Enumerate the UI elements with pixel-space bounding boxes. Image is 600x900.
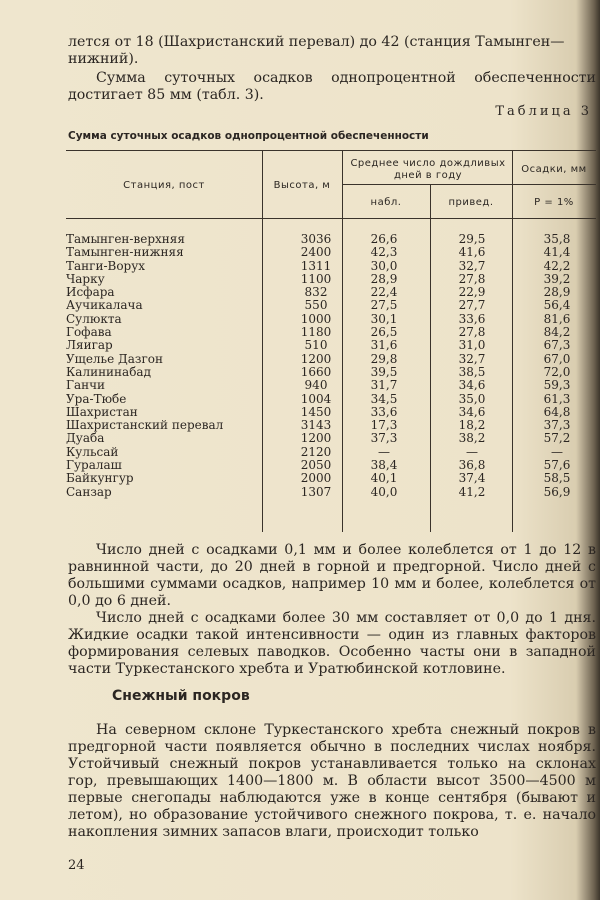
station-cell: Байкунгур (66, 471, 134, 486)
header-station: Станция, пост (123, 180, 205, 191)
station-cell: Калининабад (66, 364, 151, 379)
altitude-cell: 1311 (300, 258, 332, 273)
reduced-days-cell: 22,9 (458, 285, 486, 300)
reduced-days-cell: 34,6 (458, 378, 486, 393)
observed-days-cell: 29,8 (370, 351, 398, 366)
table-row (66, 326, 596, 339)
altitude-cell: 940 (304, 378, 328, 393)
station-cell: Ганчи (66, 378, 106, 393)
station-cell: Сулюкта (66, 311, 122, 326)
observed-days-cell: 34,5 (370, 391, 398, 406)
table-label: Таблица 3 (495, 104, 592, 119)
observed-days-cell: 42,3 (370, 245, 398, 260)
table-row (66, 246, 596, 259)
observed-days-cell: 40,1 (370, 471, 398, 486)
continued-text (68, 34, 596, 68)
precip-cell: 58,5 (543, 471, 571, 486)
reduced-days-cell: 33,6 (458, 311, 486, 326)
observed-days-cell: 38,4 (370, 458, 398, 473)
observed-days-cell: 17,3 (370, 418, 398, 433)
precip-cell: 42,2 (543, 258, 571, 273)
reduced-days-cell: 35,0 (458, 391, 486, 406)
observed-days-cell: 26,5 (370, 325, 398, 340)
precip-cell: 37,3 (543, 418, 571, 433)
paragraph-days-precip: Число дней с осадками 0,1 мм и более колеблется от 1 до 12 в равнинной части, до 20 дней в горной и предгорной. Число дней с большими суммами осадков, например 10 мм и более, колеблется от 0,0 до 6 дней. (68, 542, 596, 609)
altitude-cell: 510 (304, 338, 328, 353)
station-cell: Тамынген-верхняя (66, 232, 185, 246)
paragraph-snow-cover: На северном склоне Туркестанского хребта снежный покров в предгорной части появляется обычно в последних числах ноября. Устойчивый снежный покров устанавливается только на склонах гор, превышающих 1400—1800 м. В области высот 3500—4500 м первые снегопады наблюдаются уже в конце сентября (бывают и летом), но образование устойчивого снежного покрова, т. е. начало накопления зимних запасов влаги, происходит только (68, 722, 596, 840)
table-row (66, 419, 596, 432)
station-cell: Шахристан (66, 404, 138, 419)
reduced-days-cell: 36,8 (458, 458, 486, 473)
reduced-days-cell: 32,7 (458, 351, 486, 366)
precip-cell: 28,9 (543, 285, 571, 300)
header-precip: Осадки, мм (521, 164, 587, 175)
reduced-days-cell: 32,7 (458, 258, 486, 273)
continued-line-1: лется от 18 (Шахристанский перевал) до 42 (станция Тамынген— (68, 34, 565, 50)
precip-cell: 84,2 (543, 325, 571, 340)
table-top-rule (66, 150, 596, 151)
paragraph-heavy-precip: Число дней с осадками более 30 мм составляет от 0,0 до 1 дня. Жидкие осадки такой интенсивности — один из главных факторов формирования селевых паводков. Особенно часты они в западной части Туркестанского хребта и Уратюбинской котловине. (68, 610, 596, 677)
precip-cell: 61,3 (543, 391, 571, 406)
station-cell: Ущелье Дазгон (66, 351, 163, 366)
altitude-cell: 3143 (300, 418, 332, 433)
section-heading: Снежный покров (112, 688, 250, 704)
altitude-cell: 1004 (300, 391, 332, 406)
table-subheader-rule (342, 184, 596, 185)
altitude-cell: 1307 (300, 484, 332, 499)
reduced-days-cell: 31,0 (458, 338, 486, 353)
station-cell: Дуаба (66, 431, 105, 446)
paragraph-sum-precip: Сумма суточных осадков однопроцентной обеспеченности достигает 85 мм (табл. 3). (68, 70, 596, 103)
header-observed: набл. (370, 197, 402, 208)
altitude-cell: 832 (304, 285, 328, 300)
observed-days-cell: 31,7 (370, 378, 398, 393)
altitude-cell: 2400 (300, 245, 332, 260)
station-cell: Танги-Ворух (66, 258, 146, 273)
observed-days-cell: 31,6 (370, 338, 398, 353)
precip-cell: 67,0 (543, 351, 571, 366)
observed-days-cell: 39,5 (370, 364, 398, 379)
header-rainy-days: Среднее число дождливых дней в году (350, 158, 506, 181)
altitude-cell: 1450 (300, 404, 332, 419)
table-header-bottom-rule (66, 218, 596, 219)
table-row (66, 472, 596, 485)
observed-days-cell: 40,0 (370, 484, 398, 499)
header-reduced: привед. (448, 197, 494, 208)
station-cell: Гофава (66, 325, 112, 340)
table-row (66, 233, 596, 246)
observed-days-cell: 37,3 (370, 431, 398, 446)
reduced-days-cell: 18,2 (458, 418, 486, 433)
altitude-cell: 2050 (300, 458, 332, 473)
observed-days-cell: 33,6 (370, 404, 398, 419)
table-row (66, 379, 596, 392)
station-cell: Аучикалача (66, 298, 143, 313)
precip-cell: 56,9 (543, 484, 571, 499)
precip-cell: 57,2 (543, 431, 571, 446)
precip-cell: 41,4 (543, 245, 571, 260)
table-row (66, 486, 596, 499)
reduced-days-cell: 38,5 (458, 364, 486, 379)
reduced-days-cell: 41,6 (458, 245, 486, 260)
precip-cell: 67,3 (543, 338, 571, 353)
altitude-cell: 1200 (300, 431, 332, 446)
precip-cell: 64,8 (543, 404, 571, 419)
altitude-cell: 2000 (300, 471, 332, 486)
station-cell: Чарку (66, 271, 105, 286)
observed-days-cell: 22,4 (370, 285, 398, 300)
reduced-days-cell: 29,5 (458, 232, 486, 246)
table-row (66, 313, 596, 326)
observed-days-cell: 30,1 (370, 311, 398, 326)
header-altitude: Высота, м (273, 180, 331, 191)
reduced-days-cell: 27,8 (458, 325, 486, 340)
altitude-cell: 1200 (300, 351, 332, 366)
precip-cell: 39,2 (543, 271, 571, 286)
page-number: 24 (68, 858, 85, 873)
reduced-days-cell: 37,4 (458, 471, 486, 486)
reduced-days-cell: 38,2 (458, 431, 486, 446)
altitude-cell: 3036 (300, 232, 332, 246)
table-row (66, 432, 596, 445)
continued-line-2: нижний). (68, 51, 139, 67)
altitude-cell: 2120 (300, 444, 332, 459)
observed-days-cell: 27,5 (370, 298, 398, 313)
table-title: Сумма суточных осадков однопроцентной обеспеченности (68, 130, 429, 142)
table-row (66, 353, 596, 366)
table-row (66, 339, 596, 352)
observed-days-cell: 30,0 (370, 258, 398, 273)
altitude-cell: 550 (304, 298, 328, 313)
altitude-cell: 1180 (300, 325, 332, 340)
station-cell: Гуралаш (66, 458, 122, 473)
table-row (66, 260, 596, 273)
station-cell: Ура-Тюбе (66, 391, 127, 406)
station-cell: Шахристанский перевал (66, 418, 224, 433)
observed-days-cell: — (378, 444, 390, 459)
precip-cell: 56,4 (543, 298, 571, 313)
reduced-days-cell: 34,6 (458, 404, 486, 419)
table-row (66, 459, 596, 472)
table-row (66, 273, 596, 286)
reduced-days-cell: 41,2 (458, 484, 486, 499)
observed-days-cell: 28,9 (370, 271, 398, 286)
precip-cell: — (551, 444, 563, 459)
station-cell: Кульсай (66, 444, 119, 459)
precip-cell: 59,3 (543, 378, 571, 393)
table-row (66, 286, 596, 299)
table-row (66, 299, 596, 312)
station-cell: Исфара (66, 285, 115, 300)
station-cell: Ляигар (66, 338, 113, 353)
reduced-days-cell: 27,8 (458, 271, 486, 286)
table-row (66, 393, 596, 406)
precip-cell: 81,6 (543, 311, 571, 326)
precip-cell: 72,0 (543, 364, 571, 379)
station-cell: Санзар (66, 484, 112, 499)
header-p1: P = 1% (534, 197, 574, 208)
altitude-cell: 1100 (300, 271, 332, 286)
table-row (66, 406, 596, 419)
altitude-cell: 1660 (300, 364, 332, 379)
precip-cell: 35,8 (543, 232, 571, 246)
altitude-cell: 1000 (300, 311, 332, 326)
observed-days-cell: 26,6 (370, 232, 398, 246)
table-body (66, 233, 596, 499)
precip-cell: 57,6 (543, 458, 571, 473)
station-cell: Тамынген-нижняя (66, 245, 184, 260)
table-row (66, 366, 596, 379)
table-row (66, 446, 596, 459)
reduced-days-cell: 27,7 (458, 298, 486, 313)
reduced-days-cell: — (466, 444, 478, 459)
